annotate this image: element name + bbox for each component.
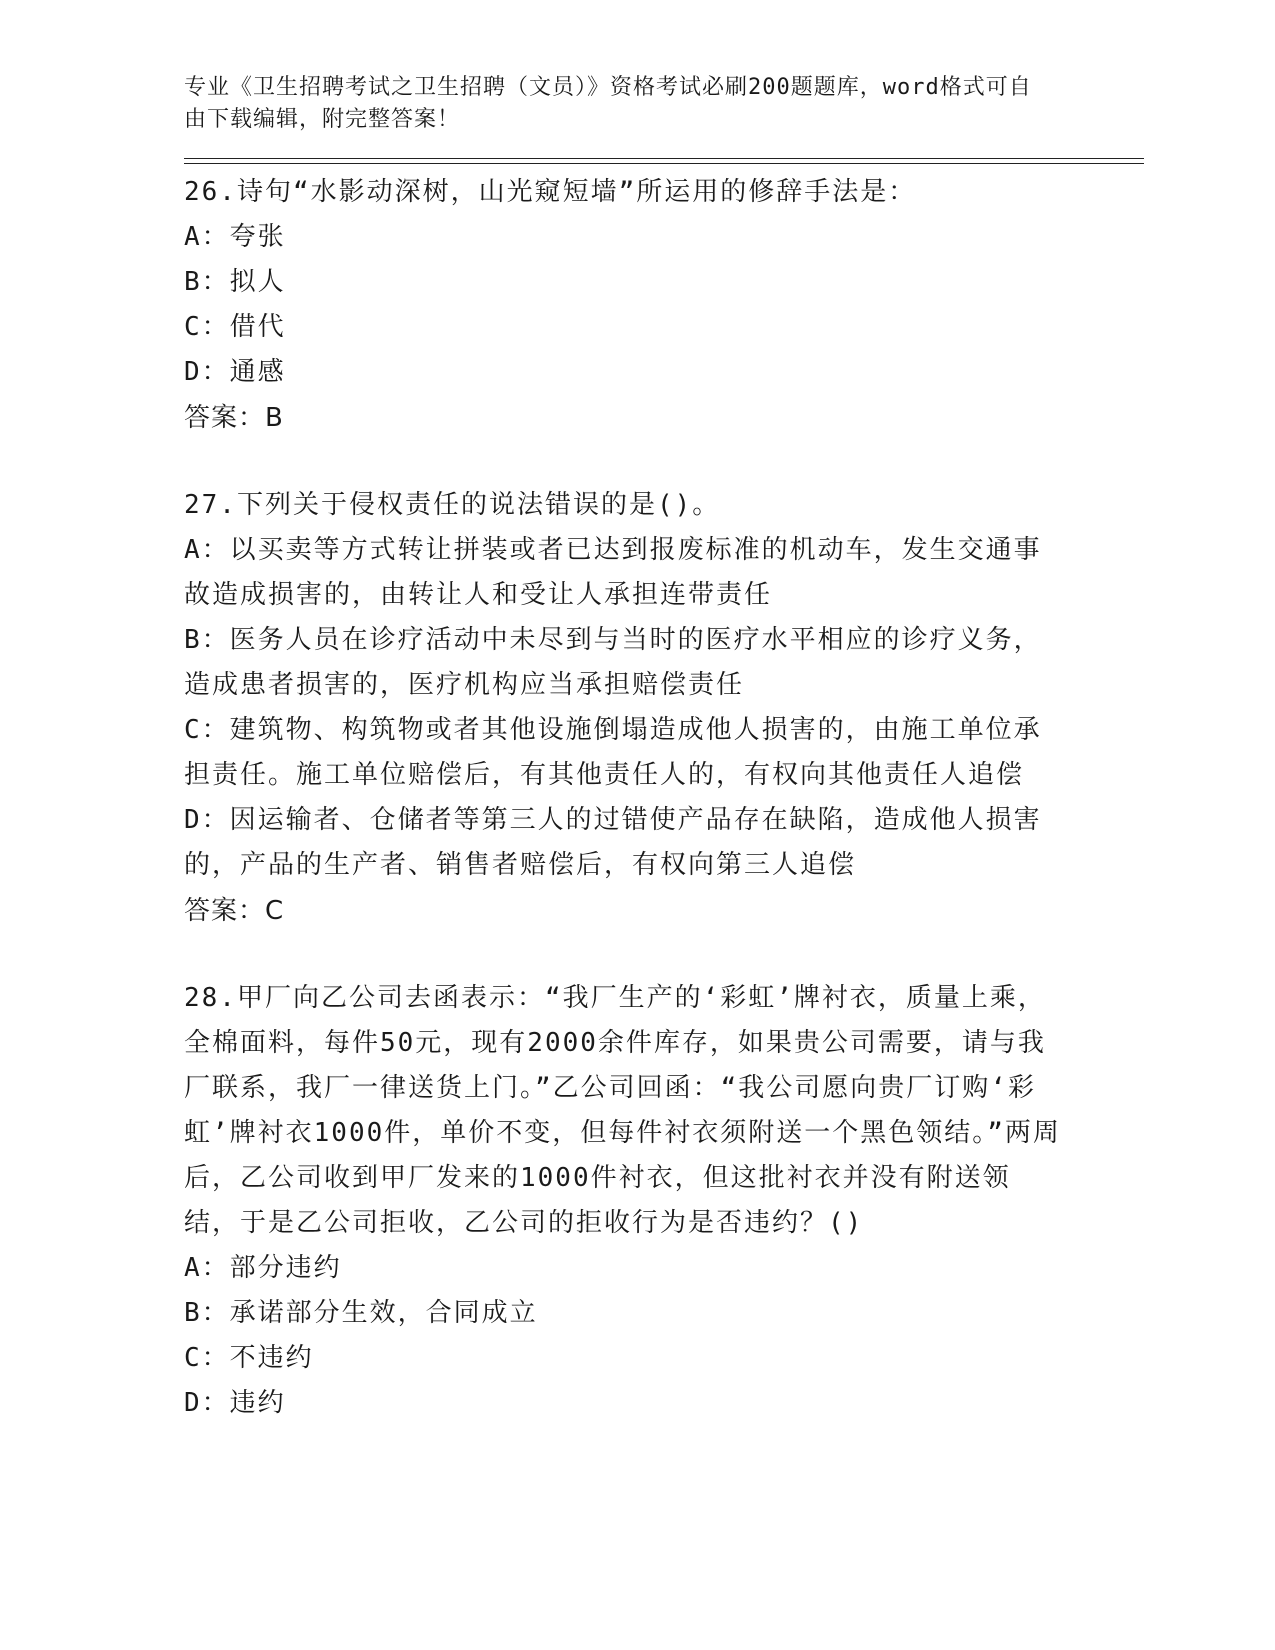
document-page xyxy=(184,72,1144,1426)
answer-line: 答案：B xyxy=(184,403,284,433)
question-stem: 26.诗句“水影动深树，山光窥短墙”所运用的修辞手法是： xyxy=(184,177,917,207)
option-b: B：医务人员在诊疗活动中未尽到与当时的医疗水平相应的诊疗义务，造成患者损害的，医疗机构应当承担赔偿责任 xyxy=(184,625,1042,700)
option-a: A：以买卖等方式转让拼装或者已达到报废标准的机动车，发生交通事故造成损害的，由转让人和受让人承担连带责任 xyxy=(184,535,1042,610)
option-b: B：承诺部分生效，合同成立 xyxy=(184,1298,538,1328)
question-26 xyxy=(184,170,1064,441)
question-28 xyxy=(184,976,1064,1426)
question-stem: 28.甲厂向乙公司去函表示：“我厂生产的‘彩虹’牌衬衣，质量上乘，全棉面料，每件50元，现有2000余件库存，如果贵公司需要，请与我厂联系，我厂一律送货上门。”乙公司回函：“我公司愿向贵厂订购‘彩虹’牌衬衣1000件，单价不变，但每件衬衣须附送一个黑色领结。”两周后，乙公司收到甲厂发来的1000件衬衣，但这批衬衣并没有附送领结，于是乙公司拒收，乙公司的拒收行为是否违约？() xyxy=(184,983,1061,1238)
document-header: 专业《卫生招聘考试之卫生招聘（文员）》资格考试必刷200题题库，word格式可自由下载编辑，附完整答案！ xyxy=(184,75,1032,132)
option-d: D：因运输者、仓储者等第三人的过错使产品存在缺陷，造成他人损害的，产品的生产者、销售者赔偿后，有权向第三人追偿 xyxy=(184,805,1042,880)
answer-line: 答案：C xyxy=(184,896,285,926)
option-a: A：部分违约 xyxy=(184,1253,342,1283)
option-d: D：违约 xyxy=(184,1388,286,1418)
option-b: B：拟人 xyxy=(184,267,286,297)
divider-line-bottom xyxy=(184,163,1144,164)
question-27 xyxy=(184,483,1064,934)
option-c: C：建筑物、构筑物或者其他设施倒塌造成他人损害的，由施工单位承担责任。施工单位赔偿后，有其他责任人的，有权向其他责任人追偿 xyxy=(184,715,1042,790)
option-a: A：夸张 xyxy=(184,222,286,252)
question-stem: 27.下列关于侵权责任的说法错误的是()。 xyxy=(184,490,721,520)
option-d: D：通感 xyxy=(184,357,286,387)
option-c: C：借代 xyxy=(184,312,286,342)
header-divider xyxy=(184,158,1144,164)
option-c: C：不违约 xyxy=(184,1343,314,1373)
divider-line-top xyxy=(184,158,1144,159)
